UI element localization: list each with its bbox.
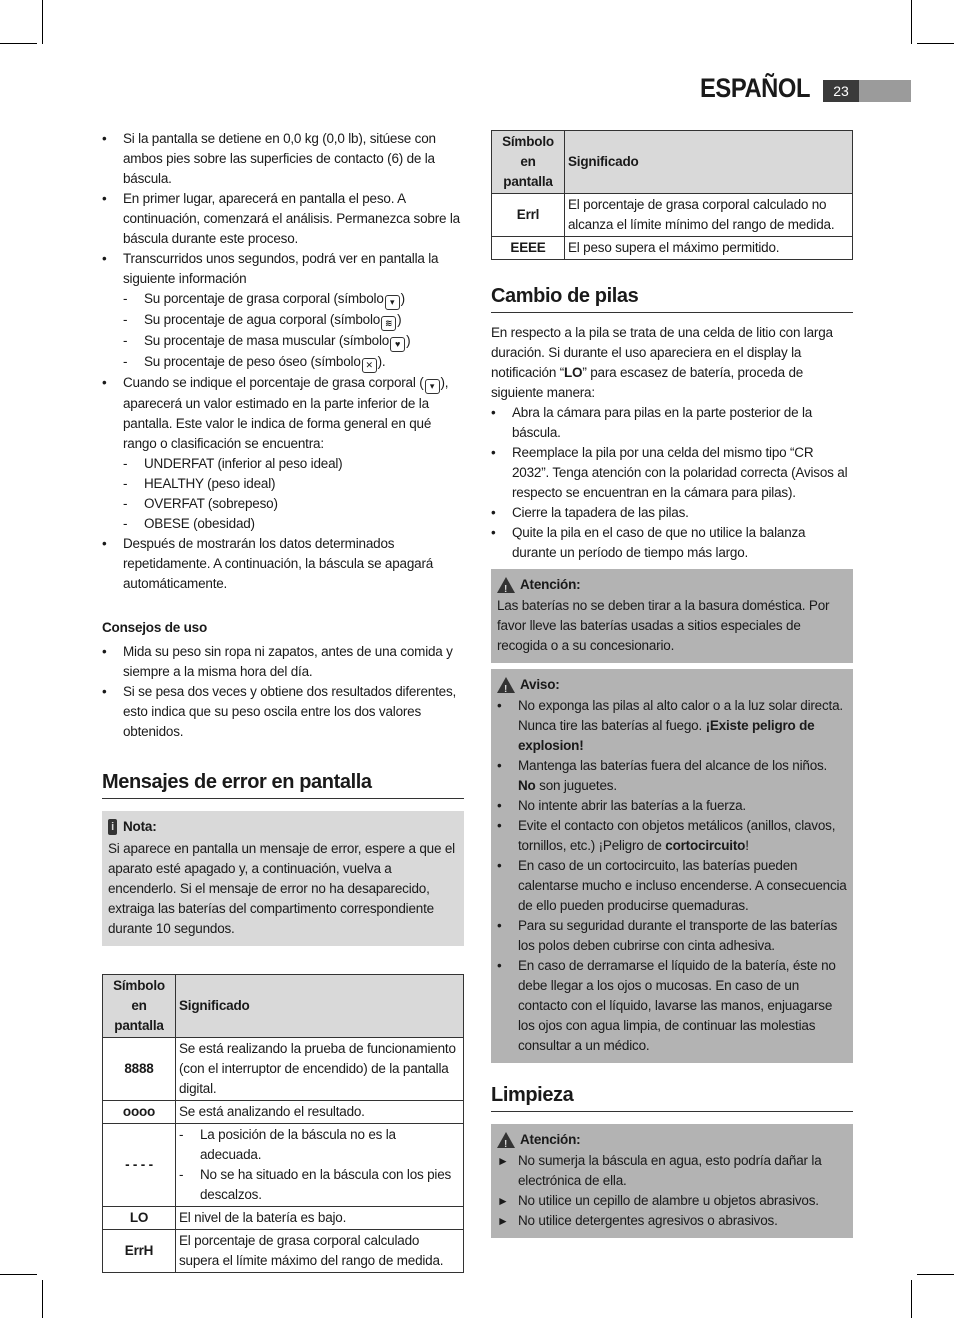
- attention-title: [497, 575, 847, 595]
- tips-heading: Consejos de uso: [102, 620, 208, 635]
- warning-triangle-icon: [497, 1132, 515, 1148]
- cleaning-heading: Limpieza: [491, 1085, 853, 1112]
- warning-title-text: Aviso:: [520, 677, 560, 692]
- attention-text: Las baterías no se deben tirar a la basura doméstica. Por favor lleve las baterías usadas a sitios especiales de recogida o a su concesionario.: [497, 598, 830, 653]
- crop-mark: [42, 1280, 43, 1318]
- info-close: ): [400, 291, 405, 306]
- info-icon: i: [108, 819, 117, 835]
- list-item: - OBESE (obesidad): [123, 514, 464, 534]
- list-item: • Si la pantalla se detiene en 0,0 kg (0,0 lb), sitúese con ambos pies sobre las superficies de contacto (6) de la báscula.: [102, 129, 464, 189]
- table-cell-symbol: - - - -: [103, 1124, 176, 1207]
- list-item: • Cierre la tapadera de las pilas.: [491, 503, 853, 523]
- table-cell-symbol: EEEE: [492, 237, 565, 260]
- list-item-text: Transcurridos unos segundos, podrá ver en pantalla la siguiente información: [123, 251, 439, 286]
- warning-text: son juguetes.: [535, 778, 617, 793]
- battery-intro-lo: LO: [564, 365, 583, 380]
- language-title: ESPAÑOL: [700, 73, 811, 103]
- info-list: [123, 289, 464, 373]
- note-box: [102, 811, 464, 946]
- list-item: [123, 331, 464, 352]
- crop-mark: [0, 1274, 37, 1275]
- header-bar: [859, 80, 911, 102]
- list-item: ► No utilice un cepillo de alambre u objetos abrasivos.: [497, 1191, 847, 1211]
- warning-triangle-icon: [497, 577, 515, 593]
- list-item: - No se ha situado en la báscula con los pies descalzos.: [179, 1165, 460, 1205]
- battery-intro: [491, 323, 853, 403]
- list-item: [102, 249, 464, 373]
- water-symbol-icon: ≋: [381, 316, 396, 331]
- table-cell-symbol: 8888: [103, 1038, 176, 1101]
- table-header-row: [492, 131, 853, 194]
- error-heading: Mensajes de error en pantalla: [102, 772, 464, 799]
- crop-mark: [917, 43, 954, 44]
- error-table-continued: [491, 130, 853, 260]
- warning-bold: ¡Existe peligro de explosion!: [518, 718, 815, 753]
- cleaning-attention-box: [491, 1124, 853, 1238]
- error-table: [102, 974, 464, 1273]
- warning-triangle-icon: [497, 677, 515, 693]
- table-cell-symbol: oooo: [103, 1101, 176, 1124]
- table-row: [103, 1124, 464, 1207]
- crop-mark: [917, 1274, 954, 1275]
- list-item: • Reemplace la pila por una celda del mismo tipo “CR 2032”. Tenga atención con la polaridad correcta (Avisos al respecto se encuentran en la cámara para pilas).: [491, 443, 853, 503]
- range-list: [123, 454, 464, 534]
- table-row: [103, 1038, 464, 1101]
- table-header: Significado: [565, 131, 853, 194]
- list-item: [102, 373, 464, 534]
- list-item: • Para su seguridad durante el transporte de las baterías los polos deben cubrirse con cinta adhesiva.: [497, 916, 847, 956]
- warning-title: [497, 675, 847, 695]
- list-item: • En caso de derramarse el líquido de la batería, éste no debe llegar a los ojos o mucosas. En caso de un contacto con el líquido, lavarse las manos, enjuagarse los ojos con agua limpia, de continuar las molestias consultar a un médico.: [497, 956, 847, 1056]
- bone-symbol-icon: ✕: [362, 358, 377, 373]
- cleaning-list: [497, 1151, 847, 1231]
- fat-symbol-icon: ▾: [425, 379, 440, 394]
- table-cell-meaning: [176, 1124, 464, 1207]
- list-item: • En caso de un cortocircuito, las baterías pueden calentarse mucho e incluso encenderse. A consecuencia de ello pueden producirse quemaduras.: [497, 856, 847, 916]
- table-row: [492, 237, 853, 260]
- warning-bold: No: [518, 778, 536, 793]
- cleaning-attention-title: [497, 1130, 847, 1150]
- list-item: [123, 352, 464, 373]
- warning-text: Mantenga las baterías fuera del alcance de los niños.: [518, 758, 828, 773]
- crop-mark: [42, 0, 43, 44]
- tips-list: [102, 642, 464, 742]
- list-item: - UNDERFAT (inferior al peso ideal): [123, 454, 464, 474]
- warning-list: [497, 696, 847, 1056]
- left-column: [102, 129, 464, 1273]
- table-row: [103, 1230, 464, 1273]
- meaning-list: [179, 1125, 460, 1205]
- battery-intro-text: ” para escasez de batería, proceda de siguiente manera:: [491, 365, 804, 400]
- list-item: - HEALTHY (peso ideal): [123, 474, 464, 494]
- list-item: • Mida su peso sin ropa ni zapatos, antes de una comida y siempre a la misma hora del día.: [102, 642, 464, 682]
- warning-text: !: [745, 838, 749, 853]
- intro-list: [102, 129, 464, 594]
- warning-bold: cortocircuito: [665, 838, 746, 853]
- list-item: [497, 756, 847, 796]
- note-text: Si aparece en pantalla un mensaje de error, espere a que el aparato esté apagado y, a continuación, vuelva a encenderlo. Si el mensaje de error no ha desaparecido, extraiga las baterías del compartimento correspondiente durante 10 segundos.: [108, 841, 455, 936]
- table-cell-meaning: El nivel de la batería es bajo.: [176, 1207, 464, 1230]
- info-close: ): [406, 333, 411, 348]
- warning-text: Evite el contacto con objetos metálicos (anillos, clavos, tornillos, etc.) ¡Peligro de: [518, 818, 836, 853]
- note-title: [108, 817, 458, 837]
- page-number: 23: [823, 80, 859, 102]
- crop-mark: [0, 43, 37, 44]
- list-item: - La posición de la báscula no es la adecuada.: [179, 1125, 460, 1165]
- info-text: Su procentaje de peso óseo (símbolo: [144, 354, 361, 369]
- info-close: ): [397, 312, 402, 327]
- fat-symbol-icon: ▾: [385, 295, 400, 310]
- table-cell-meaning: El peso supera el máximo permitido.: [565, 237, 853, 260]
- warning-text: No exponga las pilas al alto calor o a la luz solar directa. Nunca tire las baterías al fuego.: [518, 698, 843, 733]
- list-item-text: Cuando se indique el porcentaje de grasa corporal (: [123, 375, 424, 390]
- battery-steps: [491, 403, 853, 563]
- table-row: [492, 194, 853, 237]
- table-header: Símbolo en pantalla: [492, 131, 565, 194]
- table-cell-meaning: El porcentaje de grasa corporal calculado supera el límite máximo del rango de medida.: [176, 1230, 464, 1273]
- info-text: Su porcentaje de grasa corporal (símbolo: [144, 291, 384, 306]
- list-item: • Si se pesa dos veces y obtiene dos resultados diferentes, esto indica que su peso oscila entre los dos valores obtenidos.: [102, 682, 464, 742]
- list-item: ► No sumerja la báscula en agua, esto podría dañar la electrónica de ella.: [497, 1151, 847, 1191]
- info-close: ).: [377, 354, 386, 369]
- table-header: Símbolo en pantalla: [103, 975, 176, 1038]
- list-item: • Después de mostrarán los datos determinados repetidamente. A continuación, la báscula se apagará automáticamente.: [102, 534, 464, 594]
- table-row: [103, 1101, 464, 1124]
- list-item: [123, 310, 464, 331]
- right-column: [491, 130, 853, 1238]
- attention-title-text: Atención:: [520, 577, 581, 592]
- table-cell-symbol: ErrH: [103, 1230, 176, 1273]
- note-title-text: Nota:: [123, 819, 157, 834]
- attention-box: [491, 569, 853, 663]
- table-cell-symbol: Errl: [492, 194, 565, 237]
- list-item: [123, 289, 464, 310]
- crop-mark: [911, 0, 912, 44]
- info-text: Su procentaje de masa muscular (símbolo: [144, 333, 390, 348]
- list-item: ► No utilice detergentes agresivos o abrasivos.: [497, 1211, 847, 1231]
- list-item: - OVERFAT (sobrepeso): [123, 494, 464, 514]
- list-item: [497, 816, 847, 856]
- table-cell-meaning: El porcentaje de grasa corporal calculado no alcanza el límite mínimo del rango de medida.: [565, 194, 853, 237]
- battery-intro-text: En respecto a la pila se trata de una celda de litio con larga duración. Si durante el uso apareciera en el display la notificación “: [491, 325, 833, 380]
- list-item: [497, 696, 847, 756]
- list-item: • Quite la pila en el caso de que no utilice la balanza durante un período de tiempo más largo.: [491, 523, 853, 563]
- list-item-text: ), aparecerá un valor estimado en la parte inferior de la pantalla. Este valor le indica de forma general en qué rango o clasificación se encuentra:: [123, 375, 449, 451]
- info-text: Su procentaje de agua corporal (símbolo: [144, 312, 381, 327]
- warning-box: [491, 669, 853, 1063]
- table-row: [103, 1207, 464, 1230]
- crop-mark: [911, 1280, 912, 1318]
- table-header: Significado: [176, 975, 464, 1038]
- list-item: • En primer lugar, aparecerá en pantalla el peso. A continuación, comenzará el análisis. Permanezca sobre la báscula durante este proceso.: [102, 189, 464, 249]
- table-cell-meaning: Se está analizando el resultado.: [176, 1101, 464, 1124]
- table-cell-meaning: Se está realizando la prueba de funcionamiento (con el interruptor de encendido) de la pantalla digital.: [176, 1038, 464, 1101]
- list-item: • No intente abrir las baterías a la fuerza.: [497, 796, 847, 816]
- table-cell-symbol: LO: [103, 1207, 176, 1230]
- battery-heading: Cambio de pilas: [491, 286, 853, 313]
- cleaning-attention-title-text: Atención:: [520, 1132, 581, 1147]
- list-item: • Abra la cámara para pilas en la parte posterior de la báscula.: [491, 403, 853, 443]
- table-header-row: [103, 975, 464, 1038]
- muscle-symbol-icon: ♥: [390, 337, 405, 352]
